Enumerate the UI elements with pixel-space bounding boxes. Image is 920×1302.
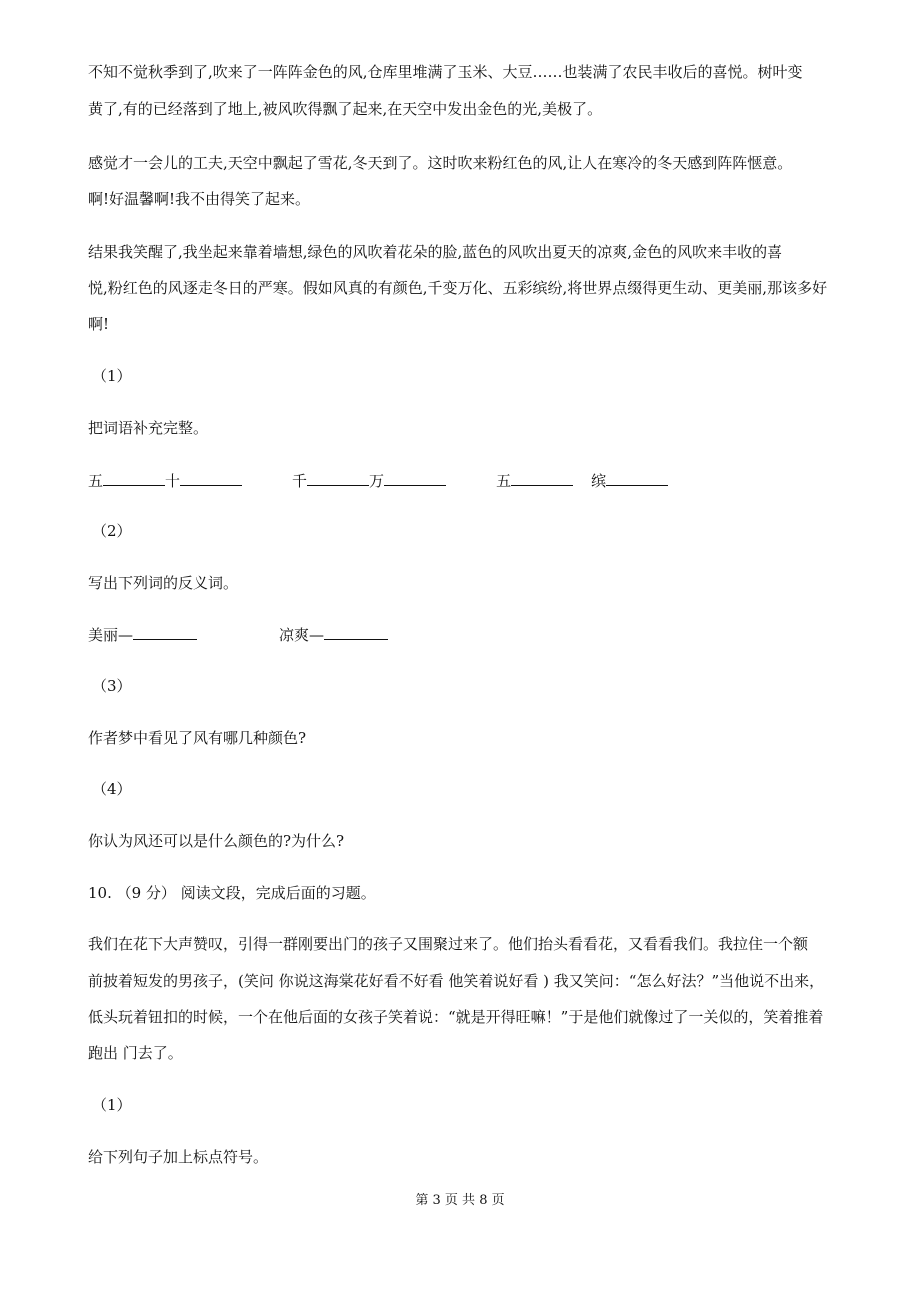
answer-blank[interactable]: [324, 624, 388, 640]
answer-blank[interactable]: [180, 470, 242, 486]
answer-blank[interactable]: [511, 470, 573, 486]
word-char: 五: [88, 472, 104, 490]
q9-sub2-number: （2）: [92, 522, 132, 540]
paragraph-line: 悦,粉红色的风逐走冬日的严寒。假如风真的有颜色,千变万化、五彩缤纷,将世界点缀得更生动、更美丽,那该多好: [88, 279, 828, 297]
paragraph-line: 啊!: [88, 315, 110, 333]
passage-line: 跑出 门去了。: [88, 1044, 183, 1062]
answer-blank[interactable]: [384, 470, 446, 486]
passage-line: 低头玩着钮扣的时候，一个在他后面的女孩子笑着说：“就是开得旺嘛！”于是他们就像过了一关似的，笑着推着: [88, 1008, 824, 1026]
q9-sub4-number: （4）: [92, 780, 132, 798]
answer-blank[interactable]: [103, 470, 165, 486]
page-footer: 第 3 页 共 8 页: [415, 1193, 505, 1208]
q9-sub2-blanks: [88, 624, 388, 644]
answer-blank[interactable]: [307, 470, 369, 486]
q9-sub3-prompt: 作者梦中看见了风有哪几种颜色?: [88, 729, 307, 747]
q9-sub1-number: （1）: [92, 367, 132, 385]
word-char: 缤: [591, 472, 607, 490]
word-char: 万: [369, 472, 385, 490]
answer-blank[interactable]: [606, 470, 668, 486]
passage-line: 我们在花下大声赞叹，引得一群刚要出门的孩子又围聚过来了。他们抬头看看花，又看看我们。我拉住一个额: [88, 935, 809, 953]
q9-sub2-prompt: 写出下列词的反义词。: [88, 574, 239, 592]
word-char: 十: [165, 472, 181, 490]
passage-line: 前披着短发的男孩子，(笑问 你说这海棠花好看不好看 他笑着说好看 ) 我又笑问：“怎么好法？”当他说不出来，: [88, 972, 825, 990]
paragraph-line: 黄了,有的已经落到了地上,被风吹得飘了起来,在天空中发出金色的光,美极了。: [88, 100, 603, 118]
paragraph-line: 啊!好温馨啊!我不由得笑了起来。: [88, 190, 311, 208]
q9-sub1-blanks: [88, 470, 668, 490]
q10-sub1-number: （1）: [92, 1096, 132, 1114]
paragraph-line: 结果我笑醒了,我坐起来靠着墙想,绿色的风吹着花朵的脸,蓝色的风吹出夏天的凉爽,金色的风吹来丰收的喜: [88, 243, 783, 261]
paragraph-line: 感觉才一会儿的工夫,天空中飘起了雪花,冬天到了。这时吹来粉红色的风,让人在寒冷的冬天感到阵阵惬意。: [88, 154, 793, 172]
q9-sub3-number: （3）: [92, 677, 132, 695]
q9-sub1-prompt: 把词语补充完整。: [88, 419, 209, 437]
antonym-word: 美丽—: [88, 626, 134, 644]
word-char: 千: [292, 472, 308, 490]
antonym-word: 凉爽—: [279, 626, 325, 644]
answer-blank[interactable]: [133, 624, 197, 640]
q9-sub4-prompt: 你认为风还可以是什么颜色的?为什么?: [88, 832, 345, 850]
paragraph-line: 不知不觉秋季到了,吹来了一阵阵金色的风,仓库里堆满了玉米、大豆……也装满了农民丰收后的喜悦。树叶变: [88, 63, 803, 81]
q10-header: 10. （9 分） 阅读文段，完成后面的习题。: [88, 884, 376, 902]
q10-sub1-prompt: 给下列句子加上标点符号。: [88, 1148, 269, 1166]
word-char: 五: [496, 472, 512, 490]
